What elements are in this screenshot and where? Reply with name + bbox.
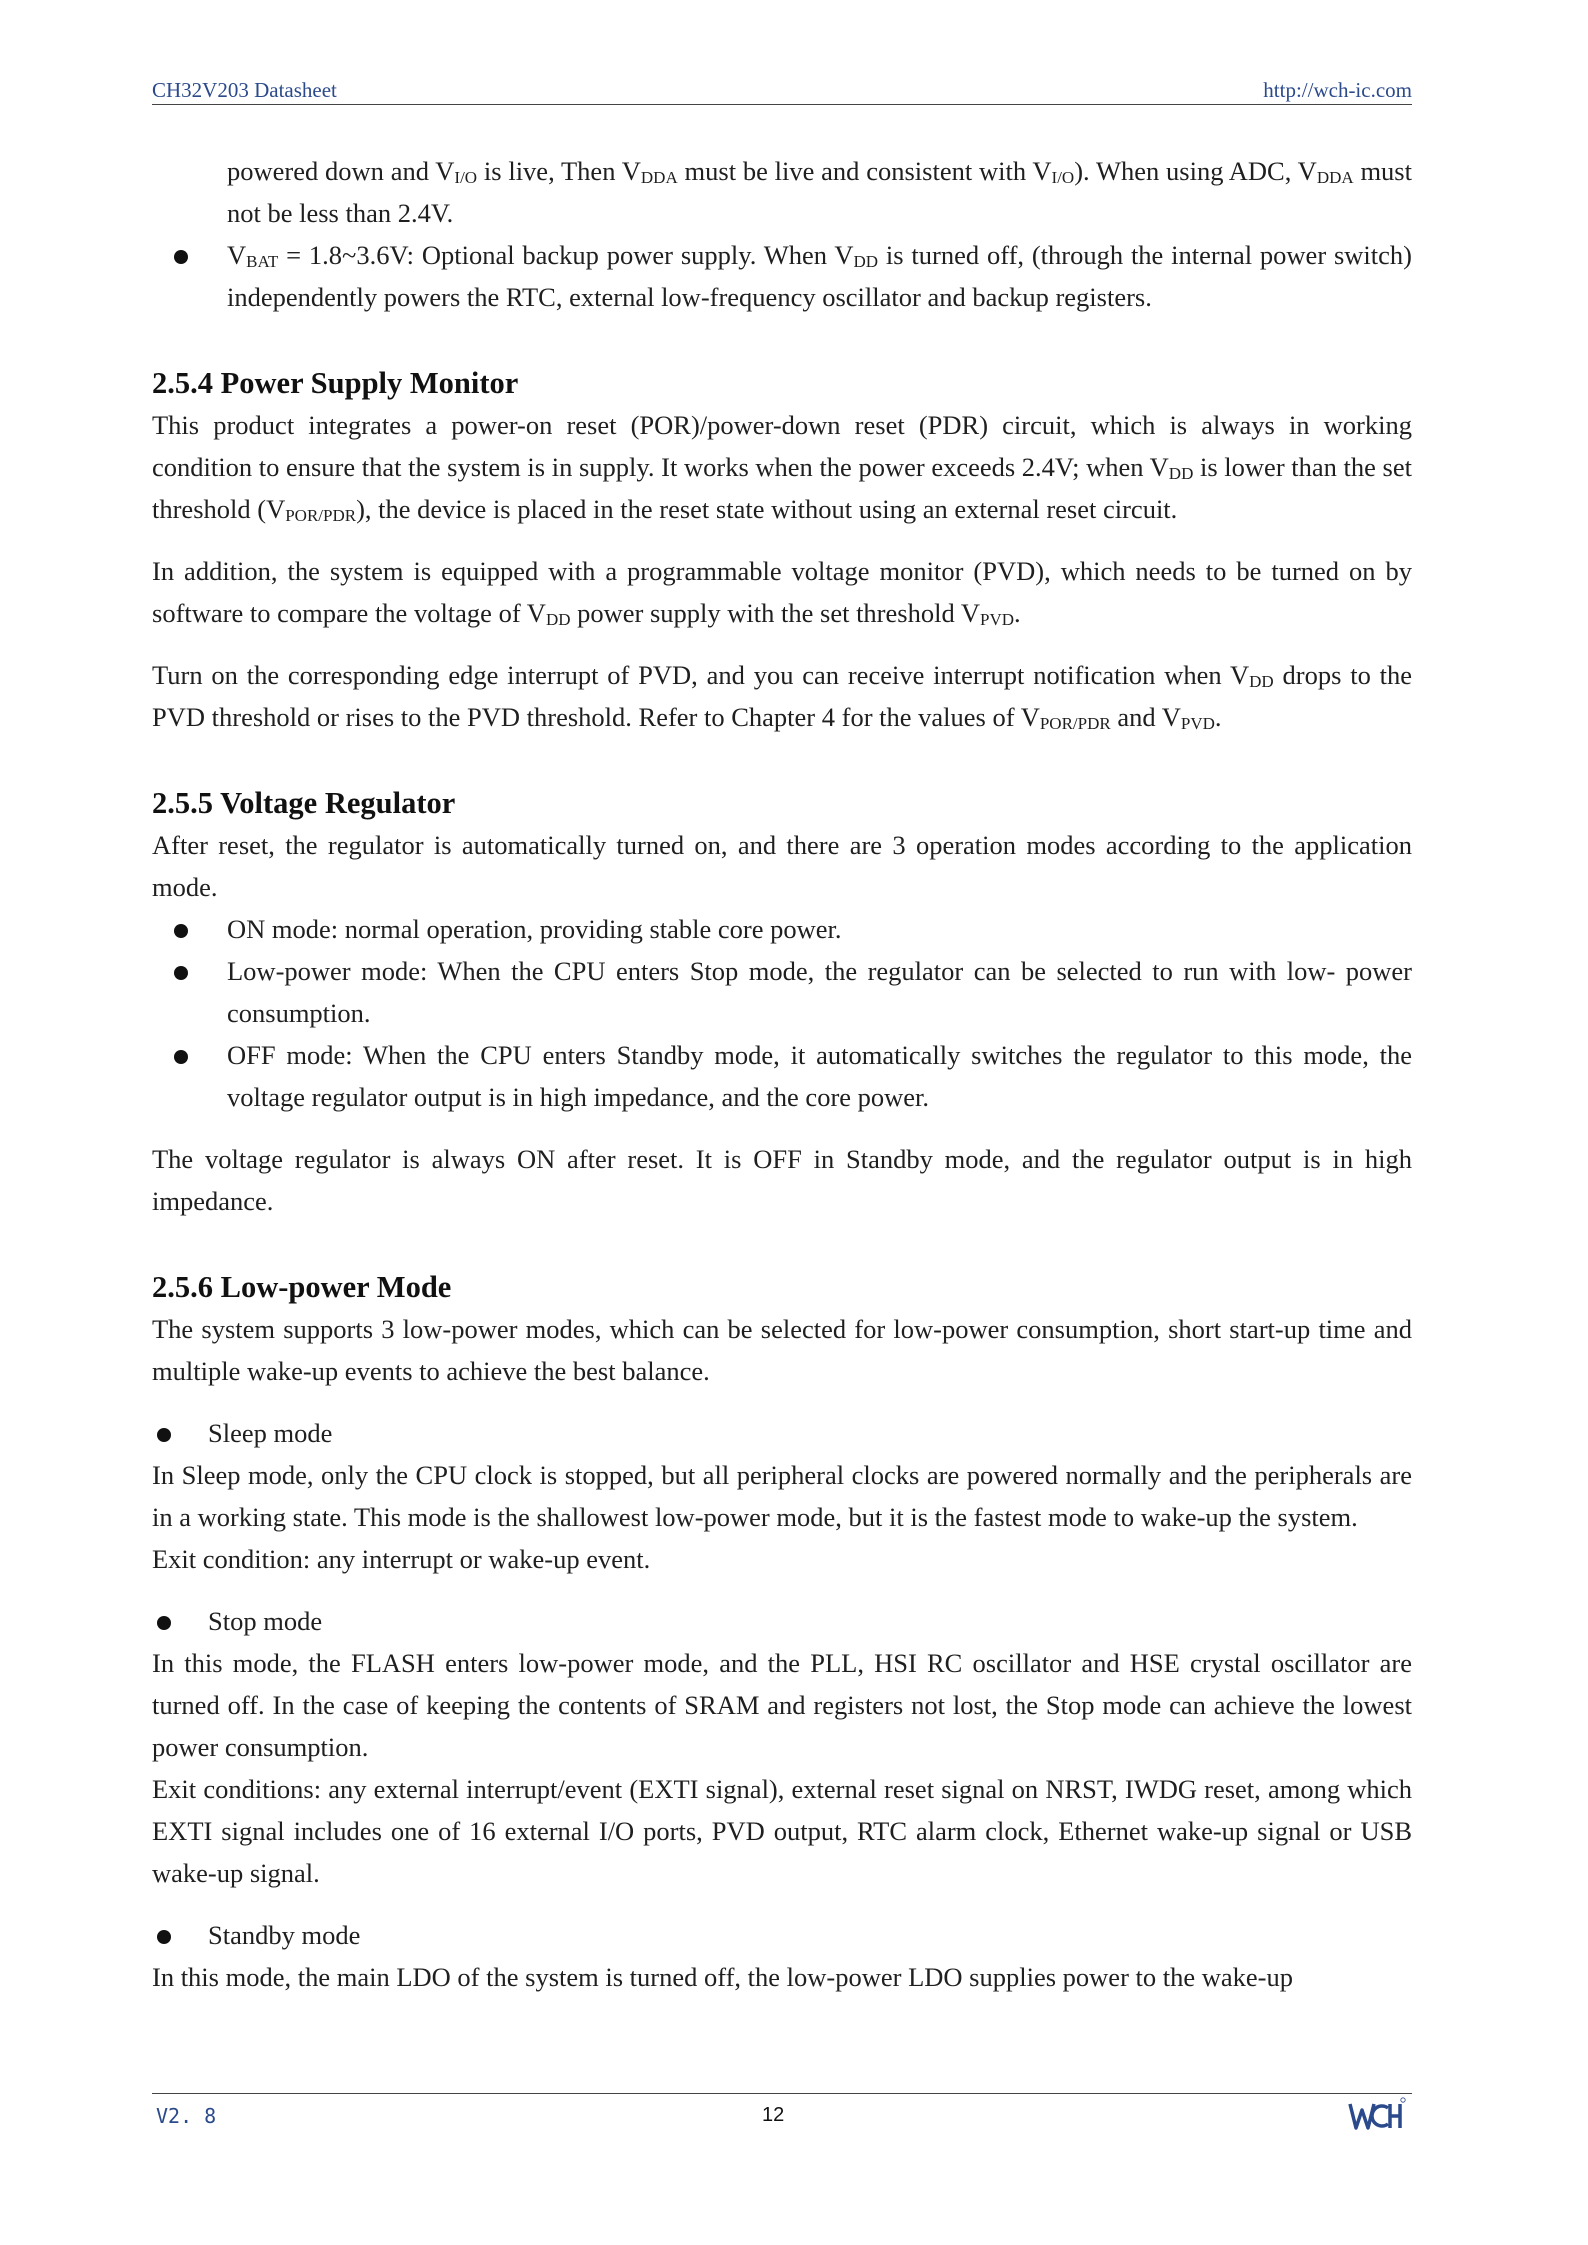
paragraph-stop-exit: Exit conditions: any external interrupt/event (EXTI signal), external reset signal on NRST, IWDG reset, among which EXTI signal includes one of 16 external I/O ports, PVD output, RTC alarm clock, Ethernet wake-up signal or USB wake-up signal. — [152, 1774, 1412, 1888]
bullet-dot-icon — [157, 1428, 171, 1442]
page-header — [152, 74, 1412, 108]
bullet-stop-mode: Stop mode — [152, 1600, 1412, 1642]
paragraph-pvd: In addition, the system is equipped with a programmable voltage monitor (PVD), which needs to be turned on by software to compare the voltage of $V_{DD}$ power supply with the set threshold $V_{PVD}$. — [152, 556, 1412, 629]
paragraph-por-pdr: This product integrates a power-on reset (POR)/power-down reset (PDR) circuit, which is always in working condition to ensure that the system is in supply. It works when the power exceeds 2.4V; when $V_{DD}$ is lower than the set threshold $(V_{POR/PDR})$, the device is placed in the reset state without using an external reset circuit. — [152, 410, 1412, 525]
header-doc-title: CH32V203 Datasheet — [152, 78, 337, 102]
bullet-dot-icon — [174, 1050, 188, 1064]
paragraph-sleep-exit: Exit condition: any interrupt or wake-up event. — [152, 1544, 651, 1574]
footer-page-number: 12 — [762, 2104, 785, 2126]
bullet-dot-icon — [174, 250, 188, 264]
wch-logo-icon — [1346, 2094, 1406, 2134]
footer-version: V2. 8 — [156, 2104, 217, 2128]
bullet-vbat: $V_{BAT}$ = 1.8~3.6V: Optional backup power supply. When $V_{DD}$ is turned off, (through the internal power switch) independently powers the RTC, external low-frequency oscillator and backup registers. — [152, 234, 1412, 318]
paragraph-stop-mode: In this mode, the FLASH enters low-power mode, and the PLL, HSI RC oscillator and HSE crystal oscillator are turned off. In the case of keeping the contents of SRAM and registers not lost, the Stop mode can achieve the lowest power consumption. — [152, 1648, 1412, 1762]
paragraph-vdda-continued: powered down and $V_{I/O}$ is live, Then $V_{DDA}$ must be live and consistent with $V_{I/O}$). When using ADC, $V_{DDA}$ must not be less than 2.4V. — [227, 156, 1412, 228]
section-heading-voltage-regulator: 2.5.5 Voltage Regulator — [152, 786, 456, 820]
header-url[interactable]: http://wch-ic.com — [1263, 78, 1412, 102]
paragraph-regulator-intro: After reset, the regulator is automatically turned on, and there are 3 operation modes according to the application mode. — [152, 830, 1412, 902]
section-heading-power-supply-monitor: 2.5.4 Power Supply Monitor — [152, 366, 519, 400]
paragraph-sleep-mode: In Sleep mode, only the CPU clock is stopped, but all peripheral clocks are powered normally and the peripherals are in a working state. This mode is the shallowest low-power mode, but it is the fastest mode to wake-up the system. — [152, 1460, 1412, 1532]
bullet-standby-mode: Standby mode — [152, 1914, 1412, 1956]
paragraph-regulator-summary: The voltage regulator is always ON after reset. It is OFF in Standby mode, and the regulator output is in high impedance. — [152, 1144, 1412, 1216]
bullet-low-power-mode: Low-power mode: When the CPU enters Stop mode, the regulator can be selected to run with low- power consumption. — [152, 950, 1412, 1034]
page-body — [152, 150, 1412, 1998]
bullet-on-mode: ON mode: normal operation, providing stable core power. — [152, 908, 1412, 950]
bullet-dot-icon — [157, 1930, 171, 1944]
paragraph-low-power-intro: The system supports 3 low-power modes, which can be selected for low-power consumption, short start-up time and multiple wake-up events to achieve the best balance. — [152, 1314, 1412, 1386]
paragraph-pvd-interrupt: Turn on the corresponding edge interrupt of PVD, and you can receive interrupt notification when $V_{DD}$ drops to the PVD threshold or rises to the PVD threshold. Refer to Chapter 4 for the values of $V_{POR/PDR}$ and $V_{PVD}$. — [152, 660, 1413, 733]
section-heading-low-power-mode: 2.5.6 Low-power Mode — [152, 1270, 452, 1304]
bullet-dot-icon — [157, 1616, 171, 1630]
datasheet-page — [152, 0, 1412, 2245]
paragraph-standby-mode: In this mode, the main LDO of the system is turned off, the low-power LDO supplies power to the wake-up — [152, 1962, 1293, 1992]
bullet-dot-icon — [174, 966, 188, 980]
footer-divider — [152, 2093, 1412, 2094]
bullet-off-mode: OFF mode: When the CPU enters Standby mode, it automatically switches the regulator to this mode, the voltage regulator output is in high impedance, and the core power. — [152, 1034, 1412, 1118]
bullet-sleep-mode: Sleep mode — [152, 1412, 1412, 1454]
bullet-dot-icon — [174, 924, 188, 938]
header-divider — [152, 104, 1412, 105]
